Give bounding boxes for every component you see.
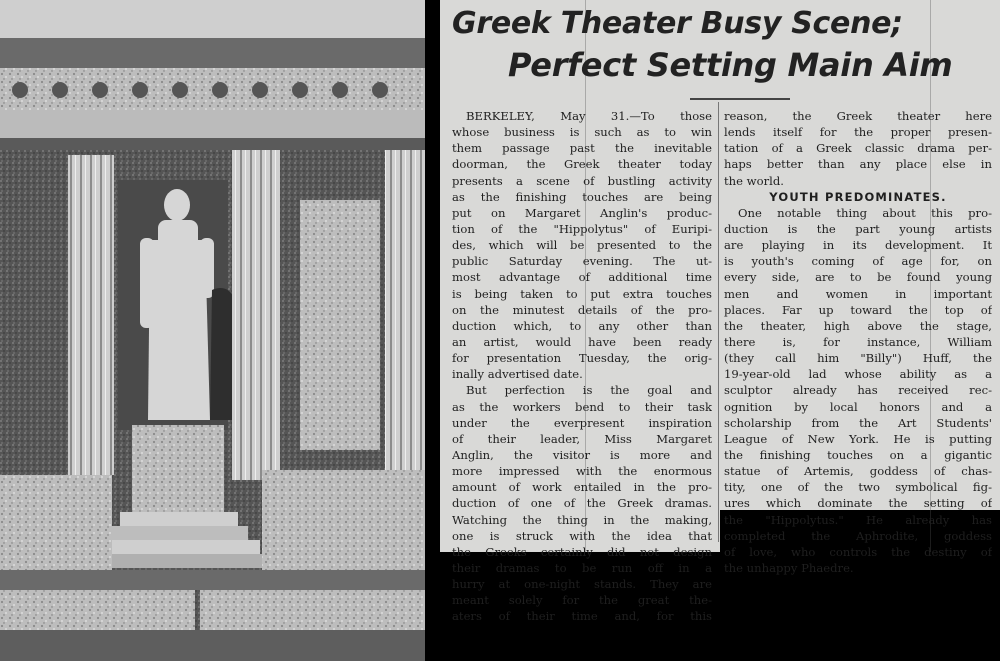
article-line: is youth's coming of age for, on <box>724 254 992 269</box>
article-line: sculptor already has received rec- <box>724 383 992 398</box>
article-line: reason, the Greek theater here <box>724 109 992 123</box>
article-line: (they call him "Billy") Huff, the <box>724 351 992 366</box>
article-line: des, which will be presented to the <box>452 238 712 253</box>
article-line: scholarship from the Art Students' <box>724 415 992 430</box>
article-line: one is struck with the idea that <box>452 528 712 543</box>
article-line: tion of the "Hippolytus" of Euripi- <box>452 221 712 236</box>
article-line: the "Hippolytus." He already has <box>724 512 992 527</box>
article-line: duction is the part young artists <box>724 221 992 236</box>
article-line: BERKELEY, May 31.—To those <box>466 109 712 123</box>
article-column-1 <box>452 108 712 625</box>
column-divider <box>718 102 719 542</box>
article-line: are playing in its development. It <box>724 238 992 253</box>
article-line: One notable thing about this pro- <box>738 205 992 220</box>
article-line: hurry at one-night stands. They are <box>452 577 712 592</box>
article-line: ognition by local honors and a <box>724 399 992 414</box>
article-line: lends itself for the proper presen- <box>724 125 992 140</box>
article-line: the finishing touches on a gigantic <box>724 447 992 462</box>
article-line: inally advertised date. <box>452 367 583 382</box>
article-line: presents a scene of bustling activity <box>452 173 712 188</box>
article-line: of their leader, Miss Margaret <box>452 431 712 446</box>
article-line: most advantage of additional time <box>452 270 712 285</box>
article-line: duction which, to any other than <box>452 318 712 333</box>
article-line: statue of Artemis, goddess of chas- <box>724 464 992 479</box>
section-subhead: YOUTH PREDOMINATES. <box>769 189 947 204</box>
article-line: as the finishing touches are being <box>452 189 712 204</box>
article-line: amount of work entailed in the pro- <box>452 480 712 495</box>
article-line: every side, are to be found young <box>724 270 992 285</box>
article-line: more impressed with the enormous <box>452 464 712 479</box>
article-line: an artist, would have been ready <box>452 334 712 349</box>
article-line: haps better than any place else in <box>724 157 992 172</box>
article-line: meant solely for the great the- <box>452 593 712 608</box>
article-line: the unhappy Phaedre. <box>724 560 854 575</box>
article-line: as the workers bend to their task <box>452 399 712 414</box>
left-column <box>68 155 114 475</box>
article-line: duction of one of the Greek dramas. <box>452 496 712 511</box>
headline-line-2: Perfect Setting Main Aim <box>508 46 953 84</box>
article-line: under the everpresent inspiration <box>452 415 712 430</box>
article-line: public Saturday evening. The ut- <box>452 254 712 269</box>
article-line: is being taken to put extra touches <box>452 286 712 301</box>
article-line: Watching the thing in the making, <box>452 512 712 527</box>
headline-rule <box>690 98 790 100</box>
article-line: Anglin, the visitor is more and <box>452 447 712 462</box>
article-line: League of New York. He is putting <box>724 431 992 446</box>
article-line: men and women in important <box>724 286 992 301</box>
article-line: tation of a Greek classic drama per- <box>724 141 992 156</box>
article-line: tity, one of the two symbolical fig- <box>724 480 992 495</box>
article-line: whose business is such as to win <box>452 125 712 140</box>
article-line: there is, for instance, William <box>724 334 992 349</box>
article-line: the theater, high above the stage, <box>724 318 992 333</box>
statue-photo-drawing <box>0 0 425 661</box>
pedestal <box>132 425 224 515</box>
article-line: on the minutest details of the pro- <box>452 302 712 317</box>
cornice-top <box>0 0 425 38</box>
article-line: doorman, the Greek theater today <box>452 157 712 172</box>
article-line: of love, who controls the destiny of <box>724 544 992 559</box>
article-line: the Greeks certainly did not design <box>452 544 712 559</box>
article-line: put on Margaret Anglin's produc- <box>452 205 712 220</box>
article-line: their dramas to be run off in a <box>452 560 712 575</box>
article-line: ures which dominate the setting of <box>724 496 992 511</box>
article-line: the world. <box>724 173 784 188</box>
article-column-2 <box>724 108 992 576</box>
article-line: completed the Aphrodite, goddess <box>724 528 992 543</box>
article-line: 19-year-old lad whose ability as a <box>724 367 992 382</box>
headline-line-1: Greek Theater Busy Scene; <box>452 6 903 41</box>
article-line: them passage past the inevitable <box>452 141 712 156</box>
article-line: aters of their time and, for this <box>452 609 712 624</box>
article-line: But perfection is the goal and <box>466 383 712 398</box>
statue-photograph <box>0 0 425 661</box>
article-line: places. Far up toward the top of <box>724 302 992 317</box>
right-column <box>232 150 280 480</box>
article-line: for presentation Tuesday, the orig- <box>452 351 712 366</box>
